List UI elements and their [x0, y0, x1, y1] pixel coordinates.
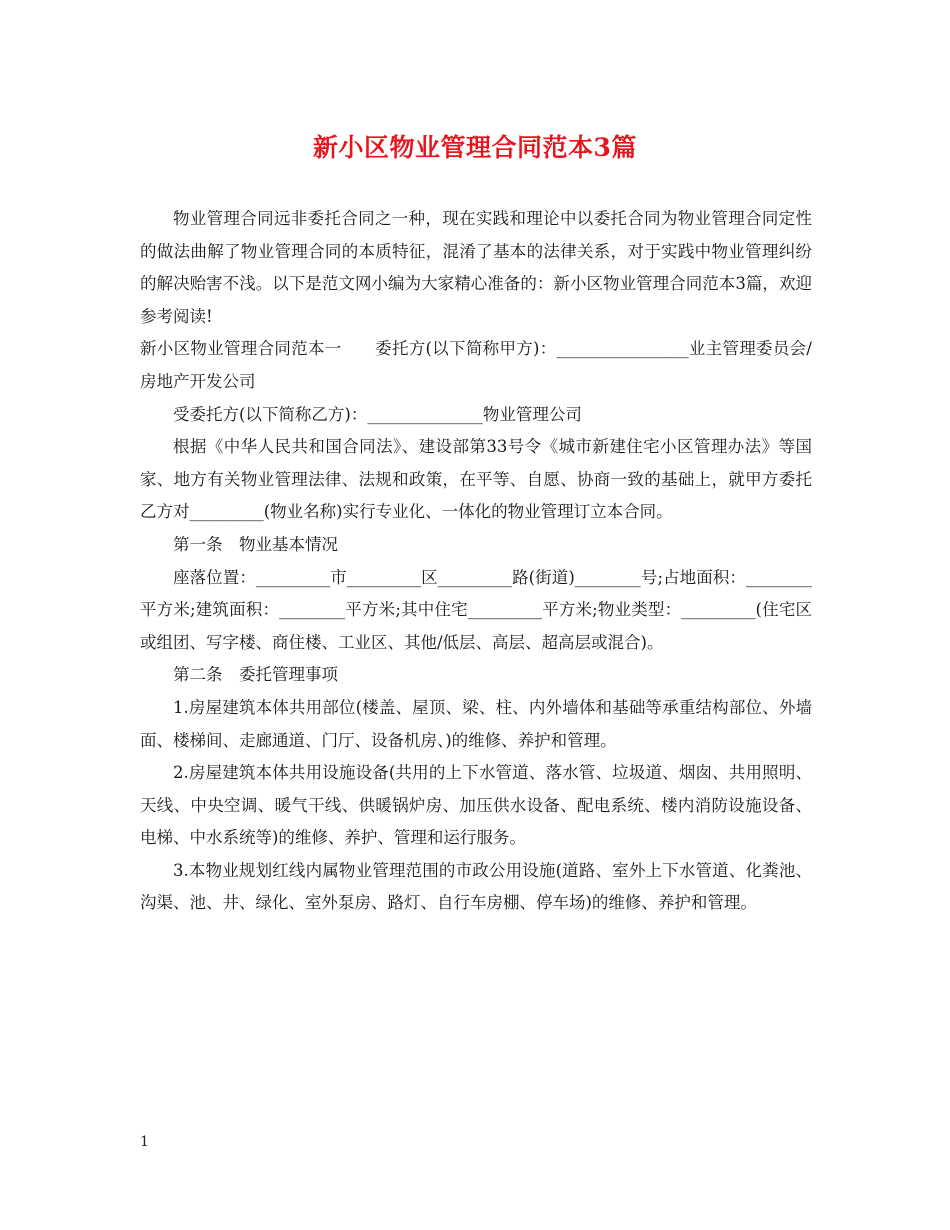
paragraph-contract-one-principal: 新小区物业管理合同范本一 委托方(以下简称甲方)：________________业主管理委员会/房地产开发公司 [140, 339, 812, 391]
list-item-1: 1.房屋建筑本体共用部位(楼盖、屋顶、梁、柱、内外墙体和基础等承重结构部位、外墙面、楼梯间、走廊通道、门厅、设备机房、)的维修、养护和管理。 [140, 697, 812, 750]
paragraph-property-details: 座落位置：_________市_________区_________路(街道)________号;占地面积：________平方米;建筑面积：________平方米;其中住宅_________平方米;物业类型：_________(住宅区或组团、写字楼、商住楼、工业区、其他/低层、高层、超高层或混合)。 [140, 567, 812, 652]
section-heading-article-1: 第一条 物业基本情况 [173, 534, 338, 554]
document-body [140, 203, 812, 920]
paragraph-legal-basis: 根据《中华人民共和国合同法》、建设部第33号令《城市新建住宅小区管理办法》等国家、地方有关物业管理法律、法规和政策，在平等、自愿、协商一致的基础上，就甲方委托乙方对_________(物业名称)实行专业化、一体化的物业管理订立本合同。 [140, 437, 812, 522]
paragraph-agent: 受委托方(以下简称乙方)：______________物业管理公司 [173, 404, 582, 424]
page-number: 1 [140, 1134, 149, 1150]
paragraph-intro: 物业管理合同远非委托合同之一种，现在实践和理论中以委托合同为物业管理合同定性的做法曲解了物业管理合同的本质特征，混淆了基本的法律关系，对于实践中物业管理纠纷的解决贻害不浅。以下是范文网小编为大家精心准备的：新小区物业管理合同范本3篇，欢迎参考阅读! [140, 209, 812, 326]
section-heading-article-2: 第二条 委托管理事项 [173, 665, 338, 685]
list-item-3: 3.本物业规划红线内属物业管理范围的市政公用设施(道路、室外上下水管道、化粪池、沟渠、池、井、绿化、室外泵房、路灯、自行车房棚、停车场)的维修、养护和管理。 [140, 860, 812, 913]
list-item-2: 2.房屋建筑本体共用设施设备(共用的上下水管道、落水管、垃圾道、烟囱、共用照明、天线、中央空调、暖气干线、供暖锅炉房、加压供水设备、配电系统、楼内消防设施设备、电梯、中水系统等)的维修、养护、管理和运行服务。 [140, 763, 812, 848]
document-title: 新小区物业管理合同范本3篇 [313, 133, 637, 162]
